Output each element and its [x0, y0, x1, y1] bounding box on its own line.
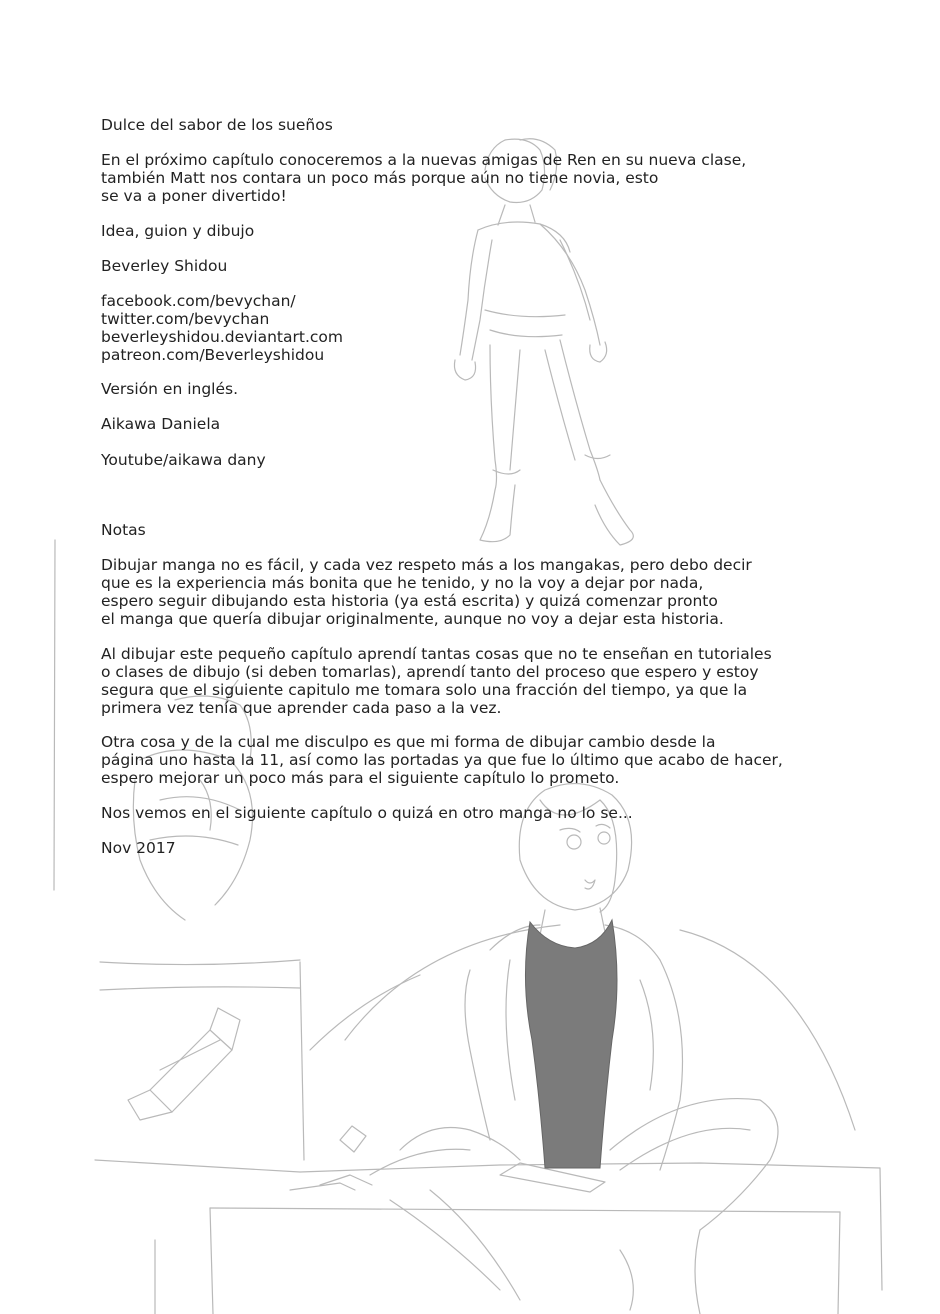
- notes-heading: Notas: [101, 521, 146, 539]
- notes-paragraph-line: Al dibujar este pequeño capítulo aprendí tantas cosas que no te enseñan en tutoriales: [101, 645, 772, 663]
- notes-paragraph-line: página uno hasta la 11, así como las portadas ya que fue lo último que acabo de hacer,: [101, 751, 783, 769]
- english-version-label: Versión en inglés.: [101, 380, 239, 398]
- walking-figure-sketch: [454, 139, 633, 545]
- intro-line: se va a poner divertido!: [101, 187, 287, 205]
- notes-paragraph-line: Dibujar manga no es fácil, y cada vez respeto más a los mangakas, pero debo decir: [101, 556, 752, 574]
- link-facebook[interactable]: facebook.com/bevychan/: [101, 292, 296, 310]
- intro-line: En el próximo capítulo conoceremos a la nuevas amigas de Ren en su nueva clase,: [101, 151, 747, 169]
- notes-paragraph-line: o clases de dibujo (si deben tomarlas), aprendí tanto del proceso que espero y estoy: [101, 663, 759, 681]
- notes-paragraph-line: que es la experiencia más bonita que he tenido, y no la voy a dejar por nada,: [101, 574, 704, 592]
- translator-name: Aikawa Daniela: [101, 415, 221, 433]
- notes-paragraph-line: espero seguir dibujando esta historia (ya está escrita) y quizá comenzar pronto: [101, 592, 718, 610]
- intro-line: también Matt nos contara un poco más porque aún no tiene novia, esto: [101, 169, 659, 187]
- link-patreon[interactable]: patreon.com/Beverleyshidou: [101, 346, 325, 364]
- author-name: Beverley Shidou: [101, 257, 228, 275]
- notes-paragraph-line: el manga que quería dibujar originalmente, aunque no voy a dejar esta historia.: [101, 610, 724, 628]
- link-deviantart[interactable]: beverleyshidou.deviantart.com: [101, 328, 343, 346]
- notes-paragraph-line: segura que el siguiente capitulo me tomara solo una fracción del tiempo, ya que la: [101, 681, 748, 699]
- page-title: Dulce del sabor de los sueños: [101, 116, 333, 134]
- link-twitter[interactable]: twitter.com/bevychan: [101, 310, 270, 328]
- notes-paragraph-line: espero mejorar un poco más para el siguiente capítulo lo prometo.: [101, 769, 620, 787]
- notes-paragraph-line: primera vez tenía que aprender cada paso a la vez.: [101, 699, 502, 717]
- table-sketch: [95, 1160, 882, 1314]
- translator-youtube: Youtube/aikawa dany: [101, 451, 266, 469]
- tank-top-shading: [525, 920, 617, 1168]
- closing-line: Nos vemos en el siguiente capítulo o quizá en otro manga no lo se...: [101, 804, 633, 822]
- date-stamp: Nov 2017: [101, 839, 176, 857]
- candy-sketch: [128, 1008, 240, 1120]
- notes-paragraph-line: Otra cosa y de la cual me disculpo es que mi forma de dibujar cambio desde la: [101, 733, 716, 751]
- credits-label: Idea, guion y dibujo: [101, 222, 255, 240]
- room-lines-sketch: [100, 925, 855, 1160]
